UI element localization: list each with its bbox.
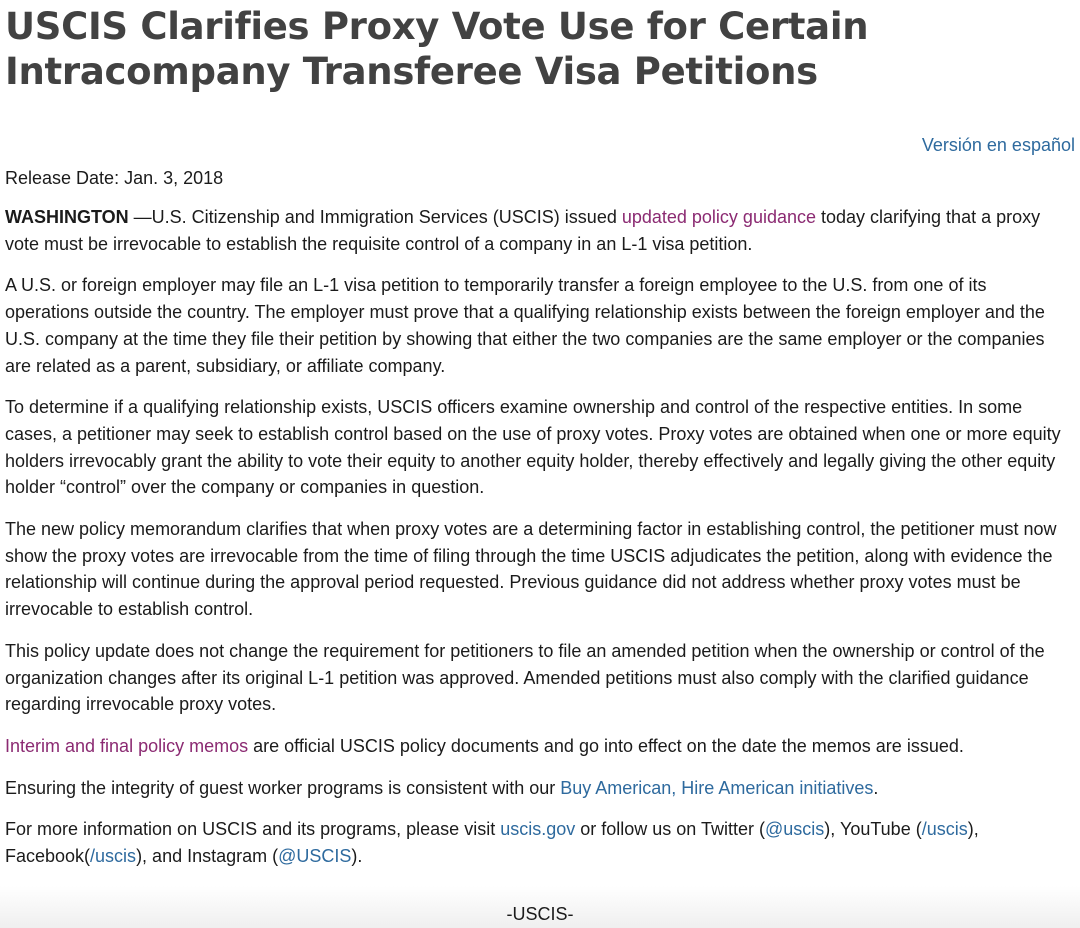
paragraph-1-text-b: today clarifying that a proxy vote must be irrevocable to establish the requisite control of a company in an L-1 visa petition. bbox=[5, 207, 1041, 254]
paragraph-7 bbox=[5, 775, 1075, 802]
paragraph-8-text-1: For more information on USCIS and its programs, please visit bbox=[5, 819, 501, 840]
paragraph-1-text-a: —U.S. Citizenship and Immigration Services (USCIS) issued bbox=[128, 207, 622, 227]
signoff: -USCIS- bbox=[506, 904, 574, 924]
paragraph-8-text-3: ), YouTube ( bbox=[824, 819, 922, 840]
youtube-link[interactable]: /uscis bbox=[921, 819, 968, 840]
paragraph-2: A U.S. or foreign employer may file an L-1 visa petition to temporarily transfer a foreign employee to the U.S. from one of its operations outside the country. The employer must prove that a qualifying relationship exists between the foreign employer and the U.S. company at the time they file their petition by showing that either the two companies are the same employer or the companies are related as a parent, subsidiary, or affiliate company. bbox=[5, 275, 1045, 376]
twitter-link[interactable]: @uscis bbox=[765, 819, 825, 840]
page-title: USCIS Clarifies Proxy Vote Use for Certain Intracompany Transferee Visa Petitions bbox=[5, 5, 869, 93]
policy-memos-link[interactable]: Interim and final policy memos bbox=[5, 735, 249, 756]
buy-american-link[interactable]: Buy American, Hire American initiatives bbox=[560, 777, 874, 798]
instagram-link[interactable]: @USCIS bbox=[278, 846, 352, 867]
facebook-link[interactable]: /uscis bbox=[90, 846, 137, 867]
paragraph-7-text-a: Ensuring the integrity of guest worker programs is consistent with our bbox=[5, 777, 561, 798]
dateline: WASHINGTON bbox=[5, 207, 129, 227]
paragraph-4: The new policy memorandum clarifies that when proxy votes are a determining factor in establishing control, the petitioner must now show the proxy votes are irrevocable from the time of filing through the time USCIS adjudicates the petition, along with evidence the relationship will continue during the approval period requested. Previous guidance did not address whether proxy votes must be irrevocable to establish control. bbox=[5, 519, 1057, 620]
paragraph-6-text: are official USCIS policy documents and go into effect on the date the memos are issued. bbox=[248, 735, 964, 756]
paragraph-3: To determine if a qualifying relationship exists, USCIS officers examine ownership and control of the respective entities. In some cases, a petitioner may seek to establish control based on the use of proxy votes. Proxy votes are obtained when one or more equity holders irrevocably grant the ability to vote their equity to another equity holder, thereby effectively and legally giving the other equity holder “control” over the company or companies in question. bbox=[5, 397, 1061, 498]
release-date: Release Date: Jan. 3, 2018 bbox=[5, 168, 224, 188]
uscis-gov-link[interactable]: uscis.gov bbox=[500, 819, 576, 840]
paragraph-5: This policy update does not change the requirement for petitioners to file an amended petition when the ownership or control of the organization changes after its original L-1 petition was approved. Amended petitions must also comply with the clarified guidance regarding irrevocable proxy votes. bbox=[5, 640, 1045, 715]
paragraph-7-text-b: . bbox=[873, 777, 879, 798]
paragraph-8-text-5: ), and Instagram ( bbox=[136, 846, 279, 867]
language-switch-row bbox=[5, 132, 1075, 158]
paragraph-1 bbox=[5, 204, 1075, 257]
paragraph-8-text-4: ), Facebook( bbox=[5, 819, 979, 867]
press-release bbox=[5, 0, 1075, 870]
paragraph-8-text-6: ). bbox=[351, 846, 363, 867]
spanish-version-link[interactable]: Versión en español bbox=[921, 135, 1075, 155]
updated-policy-guidance-link[interactable]: updated policy guidance bbox=[621, 207, 816, 227]
paragraph-8 bbox=[5, 816, 1075, 869]
paragraph-8-text-2: or follow us on Twitter ( bbox=[575, 819, 765, 840]
paragraph-6 bbox=[5, 733, 1075, 760]
